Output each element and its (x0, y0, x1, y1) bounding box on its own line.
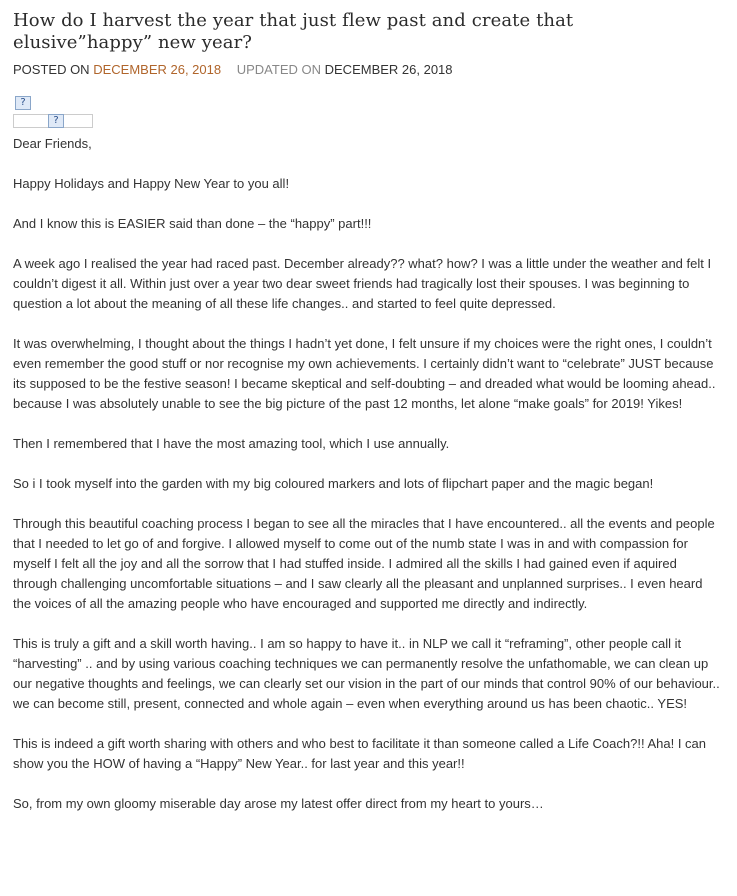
paragraph: And I know this is EASIER said than done – the “happy” part!!! (13, 216, 372, 231)
posted-on-label: POSTED ON (13, 62, 90, 77)
image-row (13, 94, 724, 112)
paragraph: So i I took myself into the garden with my big coloured markers and lots of flipchart paper and the magic began! (13, 476, 654, 491)
post-meta (13, 61, 724, 79)
paragraph: Dear Friends, (13, 136, 92, 151)
updated-date: DECEMBER 26, 2018 (324, 62, 453, 77)
paragraph: This is indeed a gift worth sharing with others and who best to facilitate it than someone called a Life Coach?!! Aha! I can show you the HOW of having a “Happy” New Year.. for last year and this year!! (13, 736, 707, 771)
post-content (13, 134, 724, 814)
posted-date-link[interactable]: DECEMBER 26, 2018 (93, 62, 222, 77)
paragraph: So, from my own gloomy miserable day arose my latest offer direct from my heart to yours… (13, 796, 544, 811)
broken-image-icon: ? (15, 96, 31, 110)
paragraph: A week ago I realised the year had raced past. December already?? what? how? I was a little under the weather and felt I couldn’t digest it all. Within just over a year two dear sweet friends had tragically lost their spouses. I was beginning to question a lot about the meaning of all these life changes.. and started to feel quite depressed. (13, 256, 712, 311)
broken-image-icon: ? (48, 114, 64, 128)
image-placeholder-box (13, 114, 93, 128)
updated-on-label: UPDATED ON (236, 62, 321, 77)
paragraph: This is truly a gift and a skill worth having.. I am so happy to have it.. in NLP we call it “reframing”, other people call it “harvesting” .. and by using various coaching techniques we can permanently resolve the unfathomable, we can clean up our negative thoughts and feelings, we can clearly set our vision in the part of our minds that control 90% of our behaviour.. we can become still, present, connected and whole again – even when everything around us has been chaotic.. YES! (13, 636, 720, 711)
post-title: How do I harvest the year that just flew past and create that elusive”happy” new year? (13, 10, 574, 53)
paragraph: Through this beautiful coaching process I began to see all the miracles that I have encountered.. all the events and people that I needed to let go of and forgive. I allowed myself to come out of the numb state I was in and with compassion for myself I felt all the joy and all the sorrow that I had stuffed inside. I admired all the skills I had gained even if aquired through challenging uncomfortable situations – and I saw clearly all the pleasant and unplanned surprises.. I even heard the voices of all the amazing people who have encouraged and supported me directly and indirectly. (13, 516, 715, 611)
paragraph: Then I remembered that I have the most amazing tool, which I use annually. (13, 436, 450, 451)
paragraph: It was overwhelming, I thought about the things I hadn’t yet done, I felt unsure if my choices were the right ones, I couldn’t even remember the good stuff or nor recognise my own achievements. I certainly didn’t want to “celebrate” JUST because its supposed to be the festive season! I became skeptical and self-doubting – and dreaded what would be looming ahead.. because I was absolutely unable to see the big picture of the past 12 months, let alone “make goals” for 2019! Yikes! (13, 336, 716, 411)
paragraph: Happy Holidays and Happy New Year to you all! (13, 176, 290, 191)
